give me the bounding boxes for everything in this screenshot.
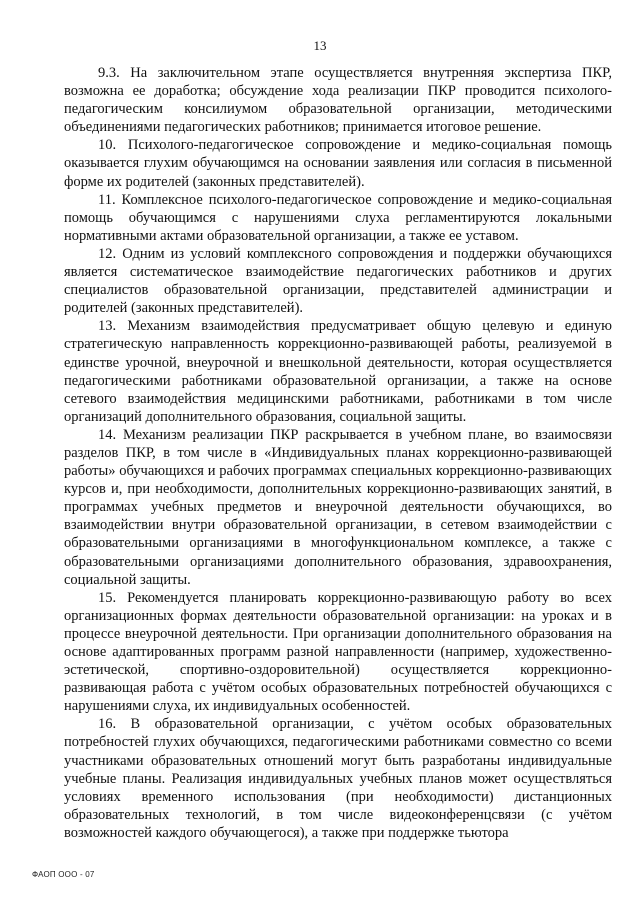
body-text [64,64,612,842]
document-footer-code: ФАОП ООО - 07 [32,870,95,879]
page-number: 13 [313,38,327,53]
paragraph-11: 11. Комплексное психолого-педагогическое сопровождение и медико-социальная помощь обучающимся с нарушениями слуха регламентируются локальными нормативными актами образовательной организации, а также ее уставом. [64,191,612,244]
paragraph-12: 12. Одним из условий комплексного сопровождения и поддержки обучающихся является систематическое взаимодействие педагогических работников и других специалистов образовательной организации, представителей администрации и родителей (законных представителей). [64,245,612,317]
paragraph-16: 16. В образовательной организации, с учётом особых образовательных потребностей глухих обучающихся, педагогическими работниками совместно со всеми участниками образовательных отношений могут быть разработаны индивидуальные учебные планы. Реализация индивидуальных учебных планов может осуществляться условиях временного использования (при необходимости) дистанционных образовательных технологий, в том числе видеоконференцсвязи (с учётом возможностей каждого обучающегося), а также при поддержке тьютора [64,716,612,841]
paragraph-14: 14. Механизм реализации ПКР раскрывается в учебном плане, во взаимосвязи разделов ПКР, в том числе в «Индивидуальных планах коррекционно-развивающей работы» обучающихся и рабочих программах специальных коррекционно-развивающих курсов и, при необходимости, дополнительных коррекционно-развивающих занятий, в программах учебных предметов и внеурочной деятельности обучающихся, во взаимодействии внутри образовательной организации, в сетевом взаимодействии с образовательными организациями в многофункциональном комплексе, а также с образовательными организациями дополнительного образования, здравоохранения, социальной защиты. [64,426,612,588]
paragraph-13: 13. Механизм взаимодействия предусматривает общую целевую и единую стратегическую направленность коррекционно-развивающей работы, реализуемой в единстве урочной, внеурочной и внешкольной деятельности, которая осуществляется педагогическими работниками образовательной организации, а также на основе сетевого взаимодействия медицинскими работниками, работниками в том числе организаций дополнительного образования, социальной защиты. [64,318,612,425]
paragraph-10: 10. Психолого-педагогическое сопровождение и медико-социальная помощь оказывается глухим обучающимся на основании заявления или согласия в письменной форме их родителей (законных представителей). [64,137,612,190]
paragraph-9-3: 9.3. На заключительном этапе осуществляется внутренняя экспертиза ПКР, возможна ее доработка; обсуждение хода реализации ПКР проводится психолого-педагогическим консилиумом образовательной организации, методическими объединениями педагогических работников; принимается итоговое решение. [64,65,612,136]
paragraph-15: 15. Рекомендуется планировать коррекционно-развивающую работу во всех организационных формах деятельности образовательной организации: на уроках и в процессе внеурочной деятельности. При организации дополнительного образования на основе адаптированных программ разной направленности (например, художественно-эстетической, спортивно-оздоровительной) осуществляется коррекционно-развивающая работа с учётом особых образовательных потребностей обучающихся с нарушениями слуха, их индивидуальных особенностей. [64,589,612,715]
